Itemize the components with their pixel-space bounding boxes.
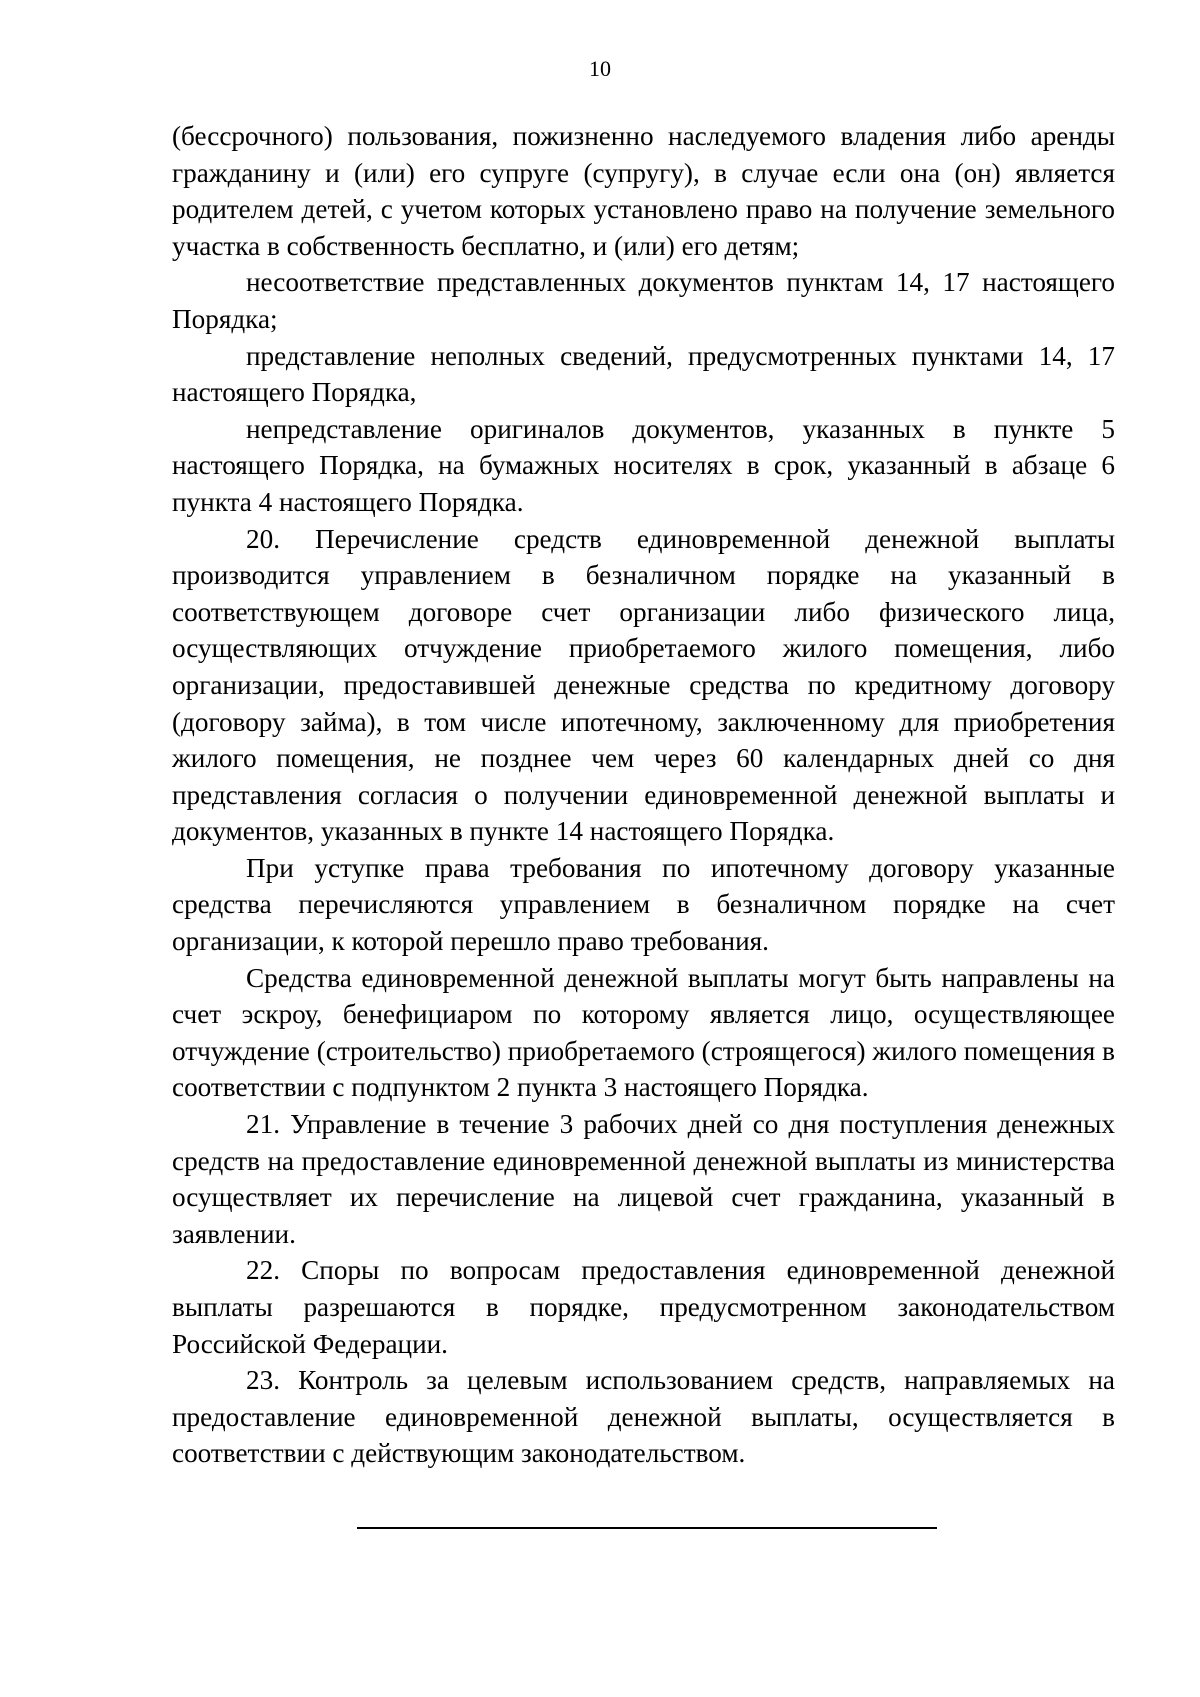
paragraph-item: непредставление оригиналов документов, указанных в пункте 5 настоящего Порядка, на бумажных носителях в срок, указанный в абзаце 6 пункта 4 настоящего Порядка. — [172, 413, 1115, 517]
paragraph-clause-21: 21. Управление в течение 3 рабочих дней со дня поступления денежных средств на предоставление единовременной денежной выплаты из министерства осуществляет их перечисление на лицевой счет гражданина, указанный в заявлении. — [172, 1109, 1115, 1249]
page-number: 10 — [589, 56, 611, 81]
paragraph-continuation: (бессрочного) пользования, пожизненно наследуемого владения либо аренды гражданину и (или) его супруге (супругу), в случае если она (он) является родителем детей, с учетом которых установлено право на получение земельного участка в собственность бесплатно, и (или) его детям; — [172, 121, 1115, 261]
paragraph-item: Средства единовременной денежной выплаты могут быть направлены на счет эскроу, бенефициаром по которому является лицо, осуществляющее отчуждение (строительство) приобретаемого (строящегося) жилого помещения в соответствии с подпунктом 2 пункта 3 настоящего Порядка. — [172, 962, 1115, 1103]
paragraph-clause-20: 20. Перечисление средств единовременной денежной выплаты производится управлением в безналичном порядке на указанный в соответствующем договоре счет организации либо физического лица, осуществляющих отчуждение приобретаемого жилого помещения, либо организации, предоставившей денежные средства по кредитному договору (договору займа), в том числе ипотечному, заключенному для приобретения жилого помещения, не позднее чем через 60 календарных дней со дня представления согласия о получении единовременной денежной выплаты и документов, указанных в пункте 14 настоящего Порядка. — [172, 523, 1115, 847]
paragraph-item: При уступке права требования по ипотечному договору указанные средства перечисляются управлением в безналичном порядке на счет организации, к которой перешло право требования. — [172, 852, 1115, 957]
document-body — [172, 118, 1115, 1472]
paragraph-item: представление неполных сведений, предусмотренных пунктами 14, 17 настоящего Порядка, — [172, 340, 1115, 408]
paragraph-clause-23: 23. Контроль за целевым использованием средств, направляемых на предоставление единовременной денежной выплаты, осуществляется в соответствии с действующим законодательством. — [172, 1365, 1115, 1469]
paragraph-clause-22: 22. Споры по вопросам предоставления единовременной денежной выплаты разрешаются в порядке, предусмотренном законодательством Российской Федерации. — [172, 1255, 1115, 1359]
end-of-document-rule — [357, 1527, 937, 1529]
paragraph-item: несоответствие представленных документов пунктам 14, 17 настоящего Порядка; — [172, 267, 1115, 334]
